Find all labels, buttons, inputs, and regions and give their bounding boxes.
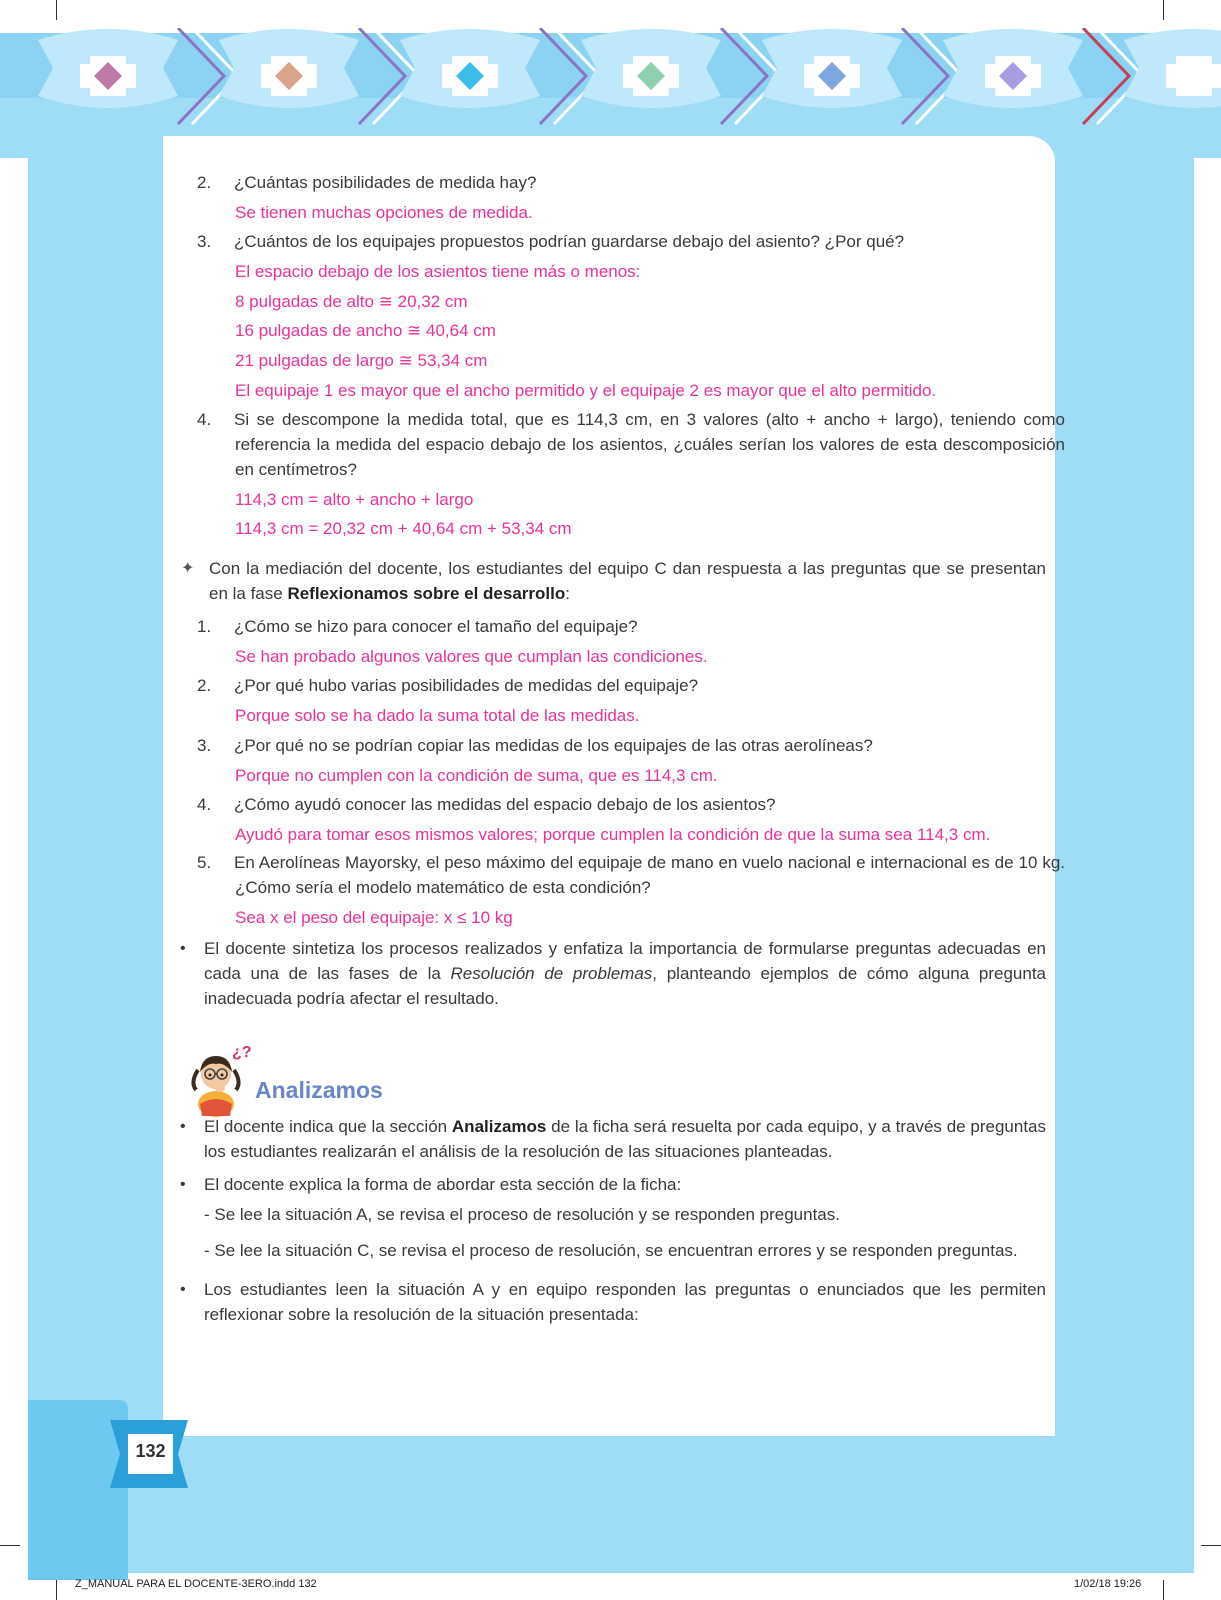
question-text: ¿Por qué hubo varias posibilidades de medidas del equipaje?: [234, 676, 699, 695]
crop-mark: [0, 1545, 20, 1546]
question-item: [197, 407, 1065, 482]
synthesis-text-end: , planteando ejemplos de cómo alguna pregunta inadecuada podría afectar el resultado.: [204, 964, 1047, 1008]
item3-text: Los estudiantes leen la situación A y en equipo responden las preguntas o enunciados que les permiten reflexionar sobre la resolución de la situación presentada:: [204, 1280, 1046, 1324]
question-item: [197, 229, 1065, 254]
answer-text: Porque solo se ha dado la suma total de las medidas.: [235, 706, 640, 725]
answer-text: 8 pulgadas de alto ≅ 20,32 cm: [235, 292, 468, 311]
answer-text: El espacio debajo de los asientos tiene más o menos:: [235, 262, 641, 281]
question-number: 2.: [197, 173, 212, 192]
question-text: ¿Cuántas posibilidades de medida hay?: [234, 173, 537, 192]
question-number: 4.: [197, 795, 212, 814]
answer-text: 16 pulgadas de ancho ≅ 40,64 cm: [235, 321, 496, 340]
question-item: [197, 170, 1065, 195]
analizamos-item-1: [180, 1114, 1046, 1164]
item1-text-end: de la ficha será resuelta por cada equipo, y a través de preguntas los estudiantes realizarán el análisis de la resolución de las situaciones planteadas.: [204, 1117, 1046, 1161]
question-number: 3.: [197, 736, 212, 755]
item2-text: El docente explica la forma de abordar esta sección de la ficha:: [204, 1175, 682, 1194]
analizamos-sub-2: - Se lee la situación C, se revisa el proceso de resolución, se encuentran errores y se responden preguntas.: [204, 1241, 1018, 1260]
mediation-colon: :: [565, 584, 570, 603]
crop-mark: [56, 1580, 57, 1600]
item1-bold: Analizamos: [451, 1117, 547, 1136]
answer-text: 114,3 cm = alto + ancho + largo: [235, 490, 474, 509]
synthesis-italic-phrase: Resolución de problemas: [450, 964, 653, 983]
question-number: 1.: [197, 617, 212, 636]
synthesis-paragraph: [180, 936, 1047, 1011]
question-item: [197, 614, 1065, 639]
star-bullet: ✦: [181, 560, 195, 577]
question-number: 2.: [197, 676, 212, 695]
section-heading: Analizamos: [255, 1077, 383, 1103]
question-text: ¿Cómo se hizo para conocer el tamaño del equipaje?: [234, 617, 638, 636]
question-number: 3.: [197, 232, 212, 251]
answer-text: Sea x el peso del equipaje: x ≤ 10 kg: [235, 908, 513, 927]
answer-text: Se tienen muchas opciones de medida.: [235, 203, 533, 222]
question-number: 5.: [197, 853, 212, 872]
synthesis-text: El docente sintetiza los procesos realizados y enfatiza la importancia de formularse preguntas adecuadas en cada una de las fases de la: [204, 939, 1046, 983]
crop-mark: [1163, 1580, 1164, 1600]
answer-text: Ayudó para tomar esos mismos valores; porque cumplen la condición de que la suma sea 114,3 cm.: [235, 825, 991, 844]
bullet-dot: •: [180, 1118, 186, 1135]
mediation-paragraph: [181, 556, 1046, 606]
question-item: [197, 733, 1065, 758]
question-text: Si se descompone la medida total, que es 114,3 cm, en 3 valores (alto + ancho + largo), teniendo como referencia la medida del espacio debajo de los asientos, ¿cuáles serían los valores de esta descomposición en centímetros?: [234, 410, 1065, 479]
answer-text: Se han probado algunos valores que cumplan las condiciones.: [235, 647, 708, 666]
question-item: [197, 792, 1065, 817]
question-marks-icon: ¿?: [232, 1044, 252, 1061]
item1-text: El docente indica que la sección: [204, 1117, 452, 1136]
analizamos-item-3: [180, 1277, 1046, 1327]
page-number-badge: [28, 1400, 198, 1580]
bullet-dot: •: [180, 1176, 186, 1193]
question-text: En Aerolíneas Mayorsky, el peso máximo del equipaje de mano en vuelo nacional e internacional es de 10 kg. ¿Cómo sería el modelo matemático de esta condición?: [234, 853, 1065, 897]
bullet-dot: •: [180, 940, 186, 957]
page-number: 132: [135, 1441, 166, 1461]
question-text: ¿Por qué no se podrían copiar las medidas de los equipajes de las otras aerolíneas?: [234, 736, 873, 755]
crop-mark: [1201, 1545, 1221, 1546]
answer-text: 114,3 cm = 20,32 cm + 40,64 cm + 53,34 cm: [235, 519, 572, 538]
footer-date: 1/02/18 19:26: [1074, 1578, 1142, 1590]
footer-filename: Z_MANUAL PARA EL DOCENTE-3ERO.indd 132: [75, 1578, 317, 1590]
question-text: ¿Cuántos de los equipajes propuestos podrían guardarse debajo del asiento? ¿Por qué?: [234, 232, 905, 251]
answer-text: 21 pulgadas de largo ≅ 53,34 cm: [235, 351, 488, 370]
question-text: ¿Cómo ayudó conocer las medidas del espacio debajo de los asientos?: [234, 795, 776, 814]
analizamos-sub-1: - Se lee la situación A, se revisa el proceso de resolución y se responden preguntas.: [204, 1205, 840, 1224]
mediation-bold-phrase: Reflexionamos sobre el desarrollo: [287, 584, 566, 603]
answer-text: El equipaje 1 es mayor que el ancho permitido y el equipaje 2 es mayor que el alto permitido.: [235, 381, 937, 400]
question-item: [197, 673, 1065, 698]
question-number: 4.: [197, 410, 212, 429]
mediation-text: Con la mediación del docente, los estudiantes del equipo C dan respuesta a las preguntas que se presentan en la fase: [209, 559, 1046, 603]
analizamos-item-2: [180, 1172, 1046, 1197]
bullet-dot: •: [180, 1281, 186, 1298]
answer-text: Porque no cumplen con la condición de suma, que es 114,3 cm.: [235, 766, 718, 785]
question-item: [197, 850, 1065, 900]
